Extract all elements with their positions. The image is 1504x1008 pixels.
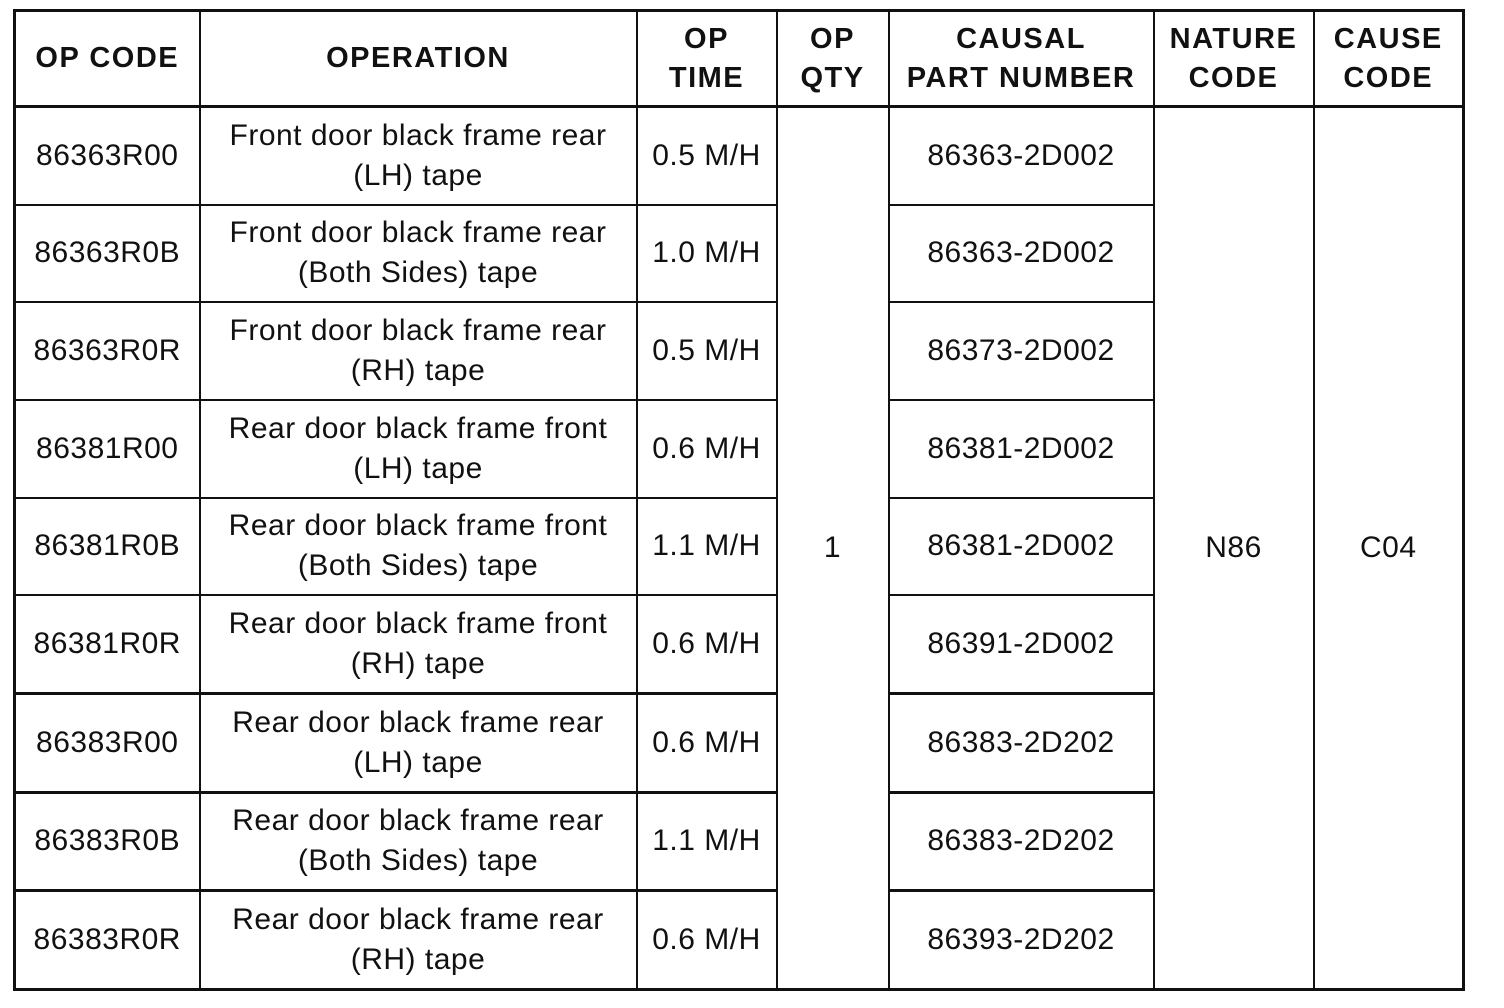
header-nature-code <box>1154 11 1314 107</box>
operation-line-1: Rear door black frame front <box>228 607 608 641</box>
operation-cell <box>200 792 637 891</box>
header-op-qty-line-1: OP <box>810 22 855 55</box>
header-nature-code-line-2: CODE <box>1188 61 1279 94</box>
header-causal-part-number-line-1: CAUSAL <box>956 22 1086 55</box>
op-time-cell: 1.0 M/H <box>637 205 777 303</box>
operation-cell <box>200 498 637 596</box>
causal-part-number-cell: 86373-2D002 <box>889 302 1154 400</box>
op-time-cell: 0.6 M/H <box>637 400 777 498</box>
header-operation-line: OPERATION <box>326 42 510 74</box>
operation-line-2: (Both Sides) tape <box>297 844 539 878</box>
operation-line-1: Front door black frame rear <box>229 314 607 348</box>
causal-part-number-cell: 86393-2D202 <box>889 891 1154 990</box>
op-time-cell: 0.6 M/H <box>637 891 777 990</box>
op-time-cell: 1.1 M/H <box>637 792 777 891</box>
op-code-cell: 86383R0B <box>15 792 200 891</box>
operation-cell <box>200 302 637 400</box>
header-causal-part-number <box>889 11 1154 107</box>
op-code-cell: 86363R0B <box>15 205 200 303</box>
operation-line-1: Rear door black frame front <box>228 411 608 445</box>
op-time-cell: 0.5 M/H <box>637 107 777 205</box>
causal-part-number-cell: 86363-2D002 <box>889 205 1154 303</box>
causal-part-number-cell: 86391-2D002 <box>889 595 1154 693</box>
cause-code-merged-cell: C04 <box>1314 107 1464 990</box>
header-causal-part-number-line-2: PART NUMBER <box>906 61 1136 94</box>
header-op-time <box>637 11 777 107</box>
nature-code-merged-cell: N86 <box>1154 107 1314 990</box>
op-time-cell: 1.1 M/H <box>637 498 777 596</box>
header-op-qty-line-2: QTY <box>800 61 865 94</box>
operation-line-2: (Both Sides) tape <box>297 256 539 290</box>
header-op-code-line: OP CODE <box>35 42 180 74</box>
op-code-cell: 86363R0R <box>15 302 200 400</box>
header-op-code <box>15 11 200 107</box>
header-cause-code-line-1: CAUSE <box>1333 22 1443 55</box>
operation-line-2: (LH) tape <box>353 158 483 192</box>
operation-line-2: (LH) tape <box>353 451 483 485</box>
operation-line-2: (RH) tape <box>350 647 486 681</box>
op-qty-merged-cell: 1 <box>777 107 889 990</box>
op-code-cell: 86383R00 <box>15 693 200 792</box>
header-op-time-line-1: OP <box>684 22 729 55</box>
op-code-cell: 86383R0R <box>15 891 200 990</box>
operation-cell <box>200 693 637 792</box>
operation-line-1: Rear door black frame front <box>228 509 608 543</box>
operation-line-2: (LH) tape <box>353 745 483 779</box>
header-operation <box>200 11 637 107</box>
causal-part-number-cell: 86381-2D002 <box>889 498 1154 596</box>
header-row <box>15 11 1464 107</box>
header-nature-code-line-1: NATURE <box>1169 22 1298 55</box>
header-cause-code-line-2: CODE <box>1343 61 1434 94</box>
table-row <box>15 107 1464 205</box>
operation-line-1: Front door black frame rear <box>229 216 607 250</box>
op-time-cell: 0.6 M/H <box>637 693 777 792</box>
operation-line-1: Rear door black frame rear <box>232 705 604 739</box>
op-time-cell: 0.5 M/H <box>637 302 777 400</box>
operation-line-1: Rear door black frame rear <box>232 903 604 937</box>
operation-line-2: (RH) tape <box>350 943 486 977</box>
operation-line-2: (Both Sides) tape <box>297 549 539 583</box>
warranty-operations-table <box>13 9 1465 991</box>
causal-part-number-cell: 86383-2D202 <box>889 693 1154 792</box>
op-time-cell: 0.6 M/H <box>637 595 777 693</box>
operation-line-2: (RH) tape <box>350 354 486 388</box>
operation-cell <box>200 107 637 205</box>
header-op-time-line-2: TIME <box>668 61 745 94</box>
header-cause-code <box>1314 11 1464 107</box>
op-code-cell: 86381R00 <box>15 400 200 498</box>
causal-part-number-cell: 86381-2D002 <box>889 400 1154 498</box>
operation-cell <box>200 891 637 990</box>
operation-line-1: Front door black frame rear <box>229 118 607 152</box>
operation-cell <box>200 205 637 303</box>
op-code-cell: 86381R0B <box>15 498 200 596</box>
header-op-qty <box>777 11 889 107</box>
op-code-cell: 86363R00 <box>15 107 200 205</box>
operation-cell <box>200 400 637 498</box>
op-code-cell: 86381R0R <box>15 595 200 693</box>
operation-cell <box>200 595 637 693</box>
causal-part-number-cell: 86363-2D002 <box>889 107 1154 205</box>
operation-line-1: Rear door black frame rear <box>232 804 604 838</box>
causal-part-number-cell: 86383-2D202 <box>889 792 1154 891</box>
